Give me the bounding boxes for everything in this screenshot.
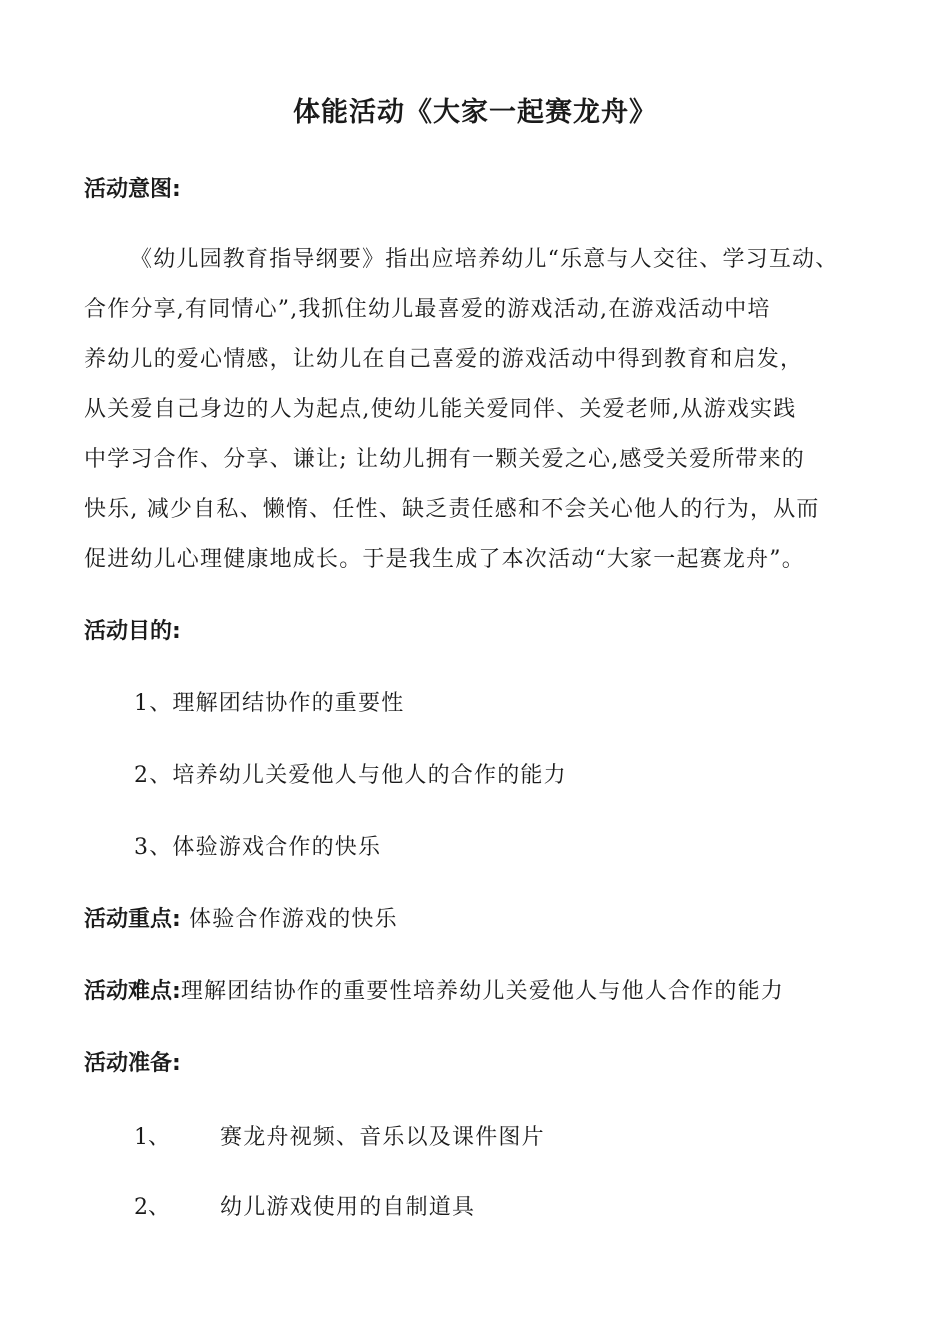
goal-item: 3、体验游戏合作的快乐 [134, 835, 382, 860]
difficulty-text: 理解团结协作的重要性培养幼儿关爱他人与他人合作的能力 [180, 979, 785, 1004]
preparation-item-text: 赛龙舟视频、音乐以及课件图片 [220, 1125, 545, 1150]
preparation-item-number: 2、 [134, 1195, 170, 1220]
difficulty-label: 活动难点: [84, 979, 181, 1004]
preparation-item-number: 1、 [134, 1125, 170, 1150]
intent-line: 《幼儿园教育指导纲要》指出应培养幼儿“乐意与人交往、学习互动、 [130, 247, 839, 272]
goal-item: 2、培养幼儿关爱他人与他人的合作的能力 [134, 763, 567, 788]
intent-line: 从关爱自己身边的人为起点,使幼儿能关爱同伴、关爱老师,从游戏实践 [84, 397, 797, 422]
key-point-label: 活动重点: [84, 907, 181, 932]
preparation-item [134, 1120, 545, 1151]
preparation-item [134, 1190, 475, 1221]
preparation-item-text: 幼儿游戏使用的自制道具 [220, 1195, 476, 1220]
intent-line: 中学习合作、分享、谦让; 让幼儿拥有一颗关爱之心,感受关爱所带来的 [84, 447, 806, 472]
difficulty-row [84, 974, 784, 1005]
preparation-heading: 活动准备: [84, 1051, 181, 1076]
key-point-row [84, 902, 398, 933]
page-title: 体能活动《大家一起赛龙舟》 [293, 97, 657, 128]
goals-heading: 活动目的: [84, 619, 181, 644]
key-point-text: 体验合作游戏的快乐 [180, 907, 398, 932]
intent-line: 快乐, 减少自私、懒惰、任性、缺乏责任感和不会关心他人的行为，从而 [84, 497, 820, 522]
intent-line: 合作分享,有同情心”,我抓住幼儿最喜爱的游戏活动,在游戏活动中培 [84, 297, 771, 322]
goal-item: 1、理解团结协作的重要性 [134, 691, 405, 716]
intent-heading: 活动意图: [84, 177, 181, 202]
intent-line: 促进幼儿心理健康地成长。于是我生成了本次活动“大家一起赛龙舟”。 [84, 547, 805, 572]
intent-line: 养幼儿的爱心情感，让幼儿在自己喜爱的游戏活动中得到教育和启发， [84, 347, 804, 372]
